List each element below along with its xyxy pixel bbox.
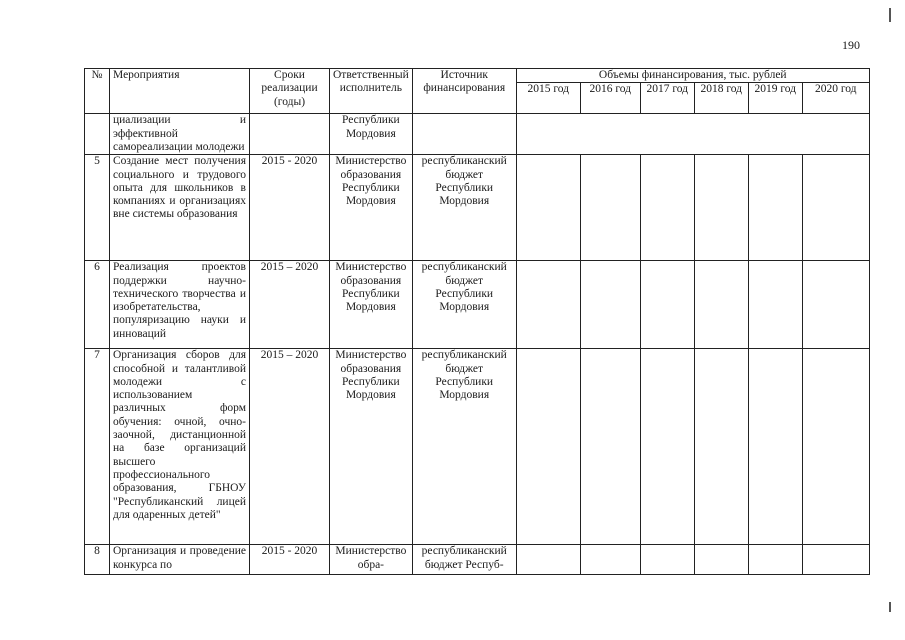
row-year-cell [694, 545, 748, 575]
row-executor: Министерство образования Республики Мордовия [330, 261, 413, 349]
row-terms: 2015 - 2020 [250, 155, 330, 261]
header-year: 2018 год [694, 83, 748, 114]
row-year-cell [748, 261, 802, 349]
row-num: 5 [85, 155, 110, 261]
row-terms: 2015 – 2020 [250, 261, 330, 349]
row-activity: Реализация проектов поддержки научно-технического творчества и изобретательства, популяризацию науки и инноваций [110, 261, 250, 349]
row-year-cell [802, 155, 869, 261]
scan-mark [889, 8, 891, 22]
row-source [412, 114, 516, 155]
row-year-cell [802, 545, 869, 575]
row-year-cell [516, 545, 580, 575]
row-year-cell [516, 155, 580, 261]
row-terms: 2015 - 2020 [250, 545, 330, 575]
row-activity: Организация сборов для способной и талантливой молодежи с использованием различных форм обучения: очной, очно-заочной, дистанционной на базе организаций высшего профессионального образования, ГБНОУ "Республиканский лицей для одаренных детей" [110, 349, 250, 545]
header-source: Источник финансирования [412, 69, 516, 114]
table-row [85, 261, 870, 349]
row-year-cell [694, 349, 748, 545]
financing-table [84, 68, 870, 575]
row-terms [250, 114, 330, 155]
header-year: 2015 год [516, 83, 580, 114]
header-volumes: Объемы финансирования, тыс. рублей [516, 69, 869, 83]
row-terms: 2015 – 2020 [250, 349, 330, 545]
table-row [85, 114, 870, 155]
header-year: 2016 год [580, 83, 640, 114]
header-year: 2019 год [748, 83, 802, 114]
row-activity: Создание мест получения социального и трудового опыта для школьников в компаниях и организациях вне системы образования [110, 155, 250, 261]
row-executor: Министерство образования Республики Мордовия [330, 349, 413, 545]
row-year-cell [640, 155, 694, 261]
row-executor: Республики Мордовия [330, 114, 413, 155]
row-num: 7 [85, 349, 110, 545]
header-terms: Сроки реализации (годы) [250, 69, 330, 114]
row-year-cell [802, 349, 869, 545]
header-activities: Мероприятия [110, 69, 250, 114]
row-executor: Министерство обра- [330, 545, 413, 575]
table-row [85, 349, 870, 545]
row-year-cell [748, 349, 802, 545]
row-executor: Министерство образования Республики Мордовия [330, 155, 413, 261]
row-source: республиканский бюджет Республики Мордовия [412, 349, 516, 545]
header-row [85, 69, 870, 83]
header-executor: Ответственный исполнитель [330, 69, 413, 114]
row-year-cell [694, 155, 748, 261]
row-year-cell [640, 545, 694, 575]
row-source: республиканский бюджет Республики Мордовия [412, 261, 516, 349]
page-number: 190 [842, 38, 860, 52]
row-num: 8 [85, 545, 110, 575]
table-row [85, 545, 870, 575]
scan-mark [889, 602, 891, 612]
row-year-cell [580, 349, 640, 545]
row-year-cell [580, 155, 640, 261]
row-year-cell [748, 155, 802, 261]
row-year-cell [580, 261, 640, 349]
row-source: республиканский бюджет Республики Мордовия [412, 155, 516, 261]
row-source: республиканский бюджет Респуб- [412, 545, 516, 575]
row-num [85, 114, 110, 155]
header-year: 2017 год [640, 83, 694, 114]
row-year-cell [580, 545, 640, 575]
row-activity: Организация и проведение конкурса по [110, 545, 250, 575]
header-year: 2020 год [802, 83, 869, 114]
row-year-cell [748, 545, 802, 575]
row-year-cell [802, 261, 869, 349]
row-year-cell [516, 349, 580, 545]
header-num: № [85, 69, 110, 114]
table-row [85, 155, 870, 261]
row-financing-empty [516, 114, 869, 155]
row-activity: циализации и эффективной самореализации молодежи [110, 114, 250, 155]
row-year-cell [640, 261, 694, 349]
row-year-cell [516, 261, 580, 349]
row-year-cell [694, 261, 748, 349]
row-num: 6 [85, 261, 110, 349]
row-year-cell [640, 349, 694, 545]
